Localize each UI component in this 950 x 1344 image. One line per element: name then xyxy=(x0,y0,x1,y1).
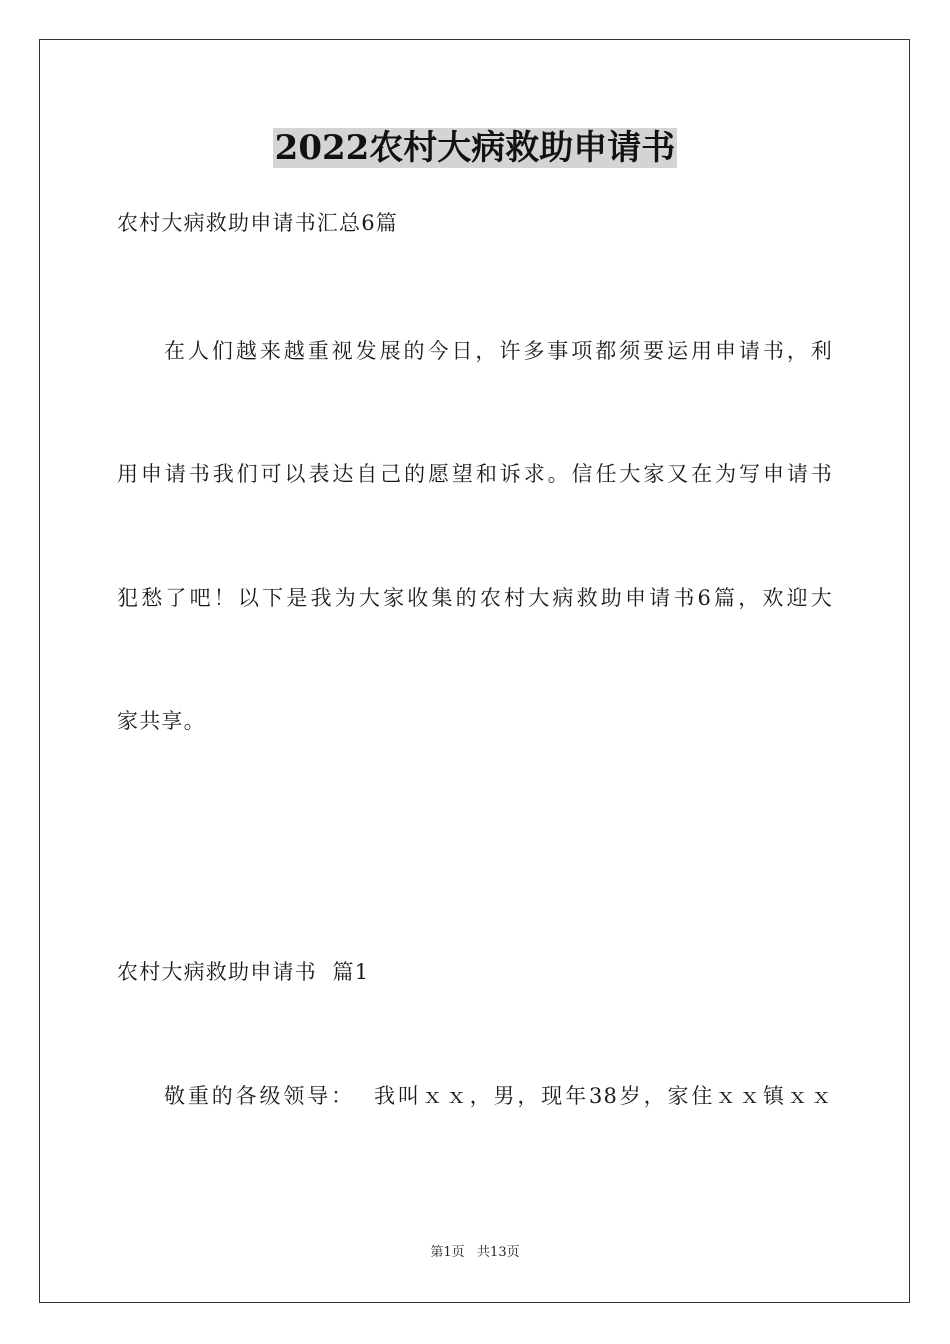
intro-line-4: 家共享。 xyxy=(117,709,206,733)
document-title: 2022农村大病救助申请书 xyxy=(274,128,676,168)
intro-line-2: 用申请书我们可以表达自己的愿望和诉求。信任大家又在为写申请书 xyxy=(117,462,833,486)
document-subtitle: 农村大病救助申请书汇总6篇 xyxy=(117,211,398,235)
section-heading: 农村大病救助申请书 篇1 xyxy=(117,960,370,984)
page-indicator: 第1页 共13页 xyxy=(430,1245,520,1260)
page-footer xyxy=(0,1244,950,1262)
body-line-1: 敬重的各级领导： 我叫ｘｘ，男，现年38岁，家住ｘｘ镇ｘｘ xyxy=(164,1084,833,1108)
title-container xyxy=(0,128,950,168)
intro-line-1: 在人们越来越重视发展的今日，许多事项都须要运用申请书，利 xyxy=(164,339,833,363)
intro-line-3: 犯愁了吧！以下是我为大家收集的农村大病救助申请书6篇，欢迎大 xyxy=(117,586,833,610)
